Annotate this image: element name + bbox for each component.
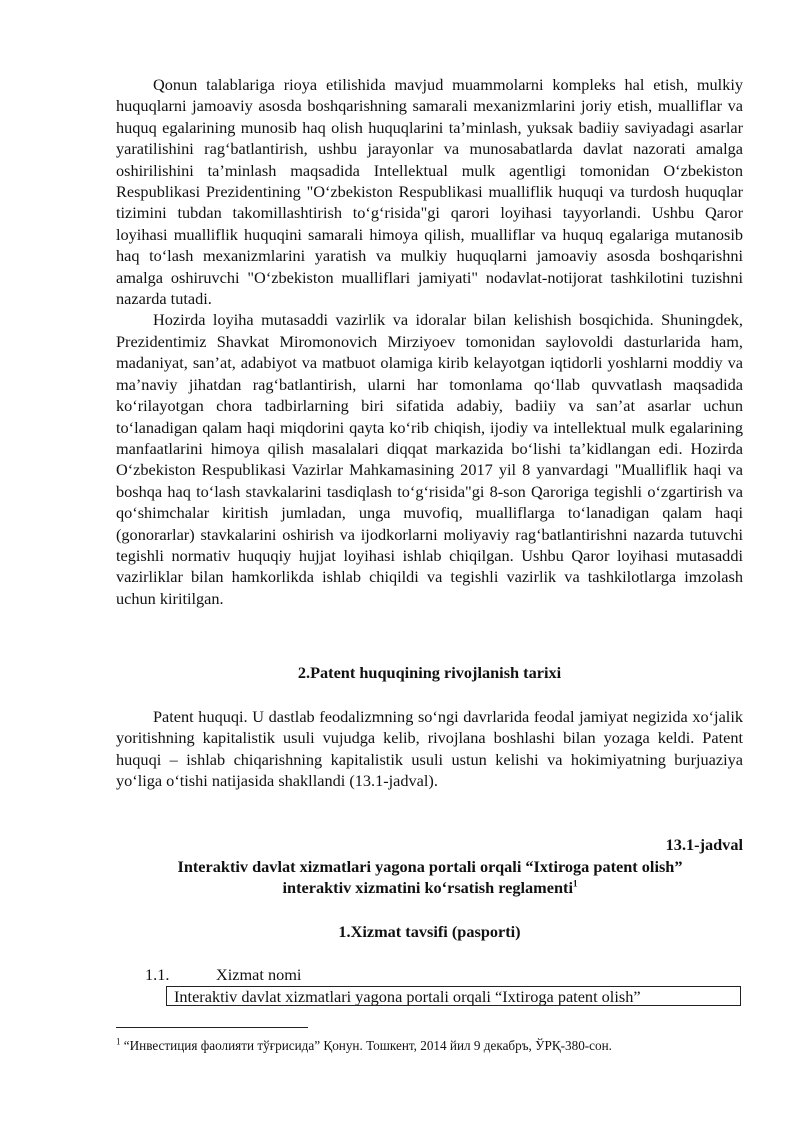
footnote	[116, 1038, 612, 1054]
paragraph-2: Hozirda loyiha mutasaddi vazirlik va idoralar bilan kelishish bosqichida. Shuningdek, Prezidentimiz Shavkat Miromonovich Mirziyoev tomonidan saylovoldi dasturlarida ham, madaniyat, san’at, adabiyot va matbuot olamiga kirib kelayotgan iqtidorli yoshlarni moddiy va ma’naviy jihatdan rag‘batlantirish, ularni har tomonlama qo‘llab quvvatlash maqsadida ko‘rilayotgan chora tadbirlarning biri sifatida adabiy, badiiy va san’at asarlar uchun to‘lanadigan qalam haqi miqdorini qayta ko‘rib chiqish, ijodiy va intellektual mulk egalarining manfaatlarini himoya qilish masalalari diqqat markazida bo‘lishi ta’kidlangan edi. Hozirda O‘zbekiston Respublikasi Vazirlar Mahkamasining 2017 yil 8 yanvardagi "Mualliflik haqi va boshqa haq to‘lash stavkalarini tasdiqlash to‘g‘risida"gi 8-son Qaroriga tegishli o‘zgartirish va qo‘shimchalar kiritish jumladan, unga muvofiq, mualliflarga to‘lanadigan qalam haqi (gonorarlar) stavkalarini oshirish va ijodkorlarni moliyaviy rag‘batlantirishni nazarda tutuvchi tegishli normativ huquqiy hujjat loyihasi ishlab chiqilgan. Ushbu Qaror loyihasi mutasaddi vazirliklar bilan hamkorlikda ishlab chiqildi va tegishli vazirlik va tashkilotlarga imzolash uchun kiritilgan.	[116, 310, 743, 608]
list-item	[145, 964, 301, 985]
paragraph-1: Qonun talablariga rioya etilishida mavjud muammolarni kompleks hal etish, mulkiy huquqlarni jamoaviy asosda boshqarishning samarali mexanizmlarini joriy etish, mualliflar va huquq egalarining munosib haq olish huquqlarini ta’minlash, yuksak badiiy saviyadagi asarlar yaratilishini rag‘batlantirish, ushbu jarayonlar va munosabatlarda davlat nazorati amalga oshirilishini ta’minlash maqsadida Intellektual mulk agentligi tomonidan O‘zbekiston Respublikasi Prezidentining "O‘zbekiston Respublikasi mualliflik huquqi va turdosh huquqlar tizimini tubdan takomillashtirish to‘g‘risida"gi qarori loyihasi tayyorlandi. Ushbu Qaror loyihasi mualliflik huquqini samarali himoya qilish, mualliflar va huquq egalariga mutanosib haq to‘lash mexanizmlarini yaratish va mulkiy huquqlarni jamoaviy asosda boshqarishni amalga oshiruvchi "O‘zbekiston mualliflari jamiyati" nodavlat-notijorat tashkilotini tuzishni nazarda tutadi.	[116, 75, 743, 309]
section-body	[116, 706, 743, 792]
body-text	[116, 74, 743, 609]
footnote-text: “Инвестиция фаолияти тўғрисида” Қонун. Тошкент, 2014 йил 9 декабръ, ЎРҚ-380-сон.	[120, 1038, 612, 1053]
table-subheading: 1.Xizmat tavsifi (pasporti)	[338, 922, 521, 941]
section-heading: 2.Patent huquqining rivojlanish tarixi	[297, 663, 562, 682]
table-label: 13.1-jadval	[665, 835, 743, 854]
table-cell: Interaktiv davlat xizmatlari yagona portali orqali “Ixtiroga patent olish”	[166, 986, 741, 1006]
item-label: Xizmat nomi	[216, 965, 302, 984]
paragraph-3: Patent huquqi. U dastlab feodalizmning so‘ngi davrlarida feodal jamiyat negizida xo‘jalik yoritishning kapitalistik usuli vujudga kelib, rivojlana boshlashi bilan yozaga keldi. Patent huquqi – ishlab chiqarishning kapitalistik usuli ustun kelishi va hokimiyatning burjuaziya yo‘liga o‘tishi natijasida shakllandi (13.1-jadval).	[116, 707, 743, 791]
footnote-marker: 1	[116, 1036, 121, 1047]
table-title	[100, 856, 760, 899]
item-number: 1.1.	[145, 965, 170, 984]
footnote-divider	[116, 1027, 308, 1028]
footnote-reference: 1	[572, 878, 578, 889]
table-title-line-2: interaktiv xizmatini ko‘rsatish reglamenti$^1$	[282, 878, 578, 898]
table-title-line-1: Interaktiv davlat xizmatlari yagona portali orqali “Ixtiroga patent olish”	[177, 857, 683, 876]
